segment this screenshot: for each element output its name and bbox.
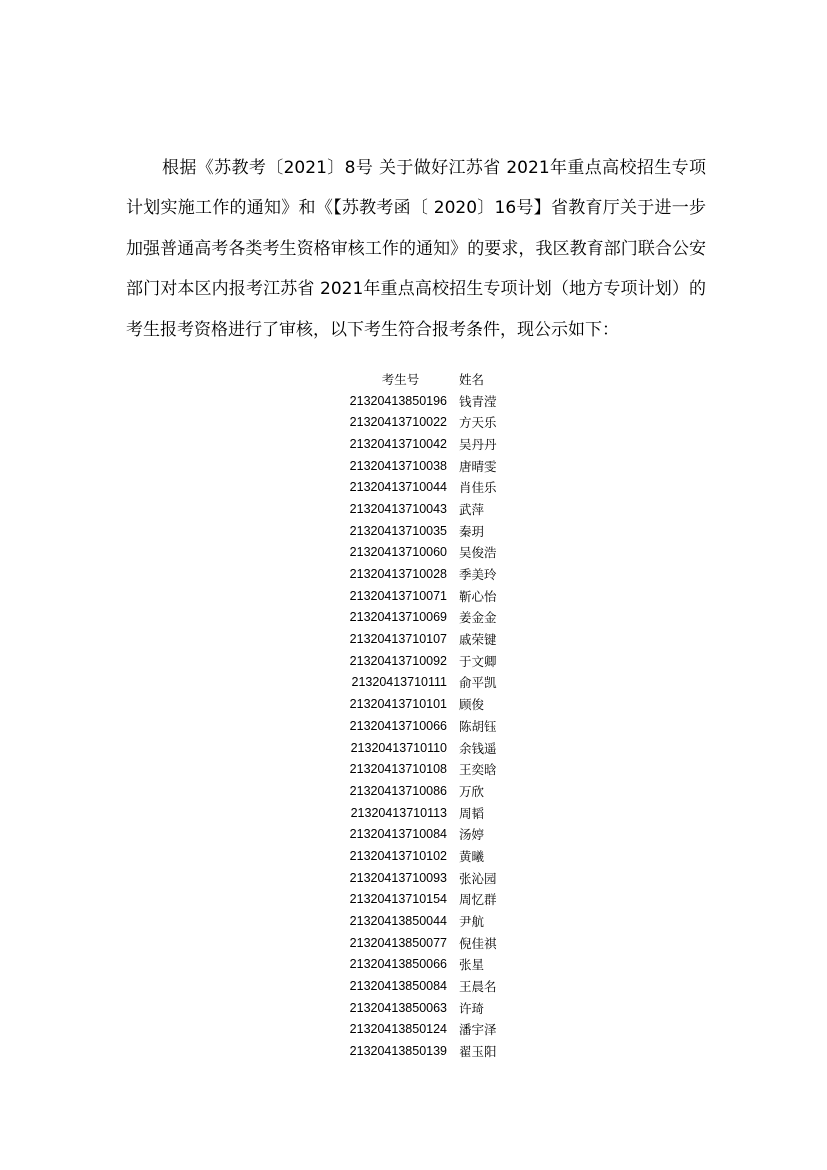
candidate-number-cell: 21320413850124: [349, 1022, 447, 1037]
candidate-name-cell: 武萍: [459, 501, 485, 517]
header-candidate-number: 考生号: [381, 371, 420, 387]
table-row: [326, 520, 549, 542]
table-row: [326, 954, 549, 976]
candidate-number-cell: 21320413710086: [349, 783, 447, 798]
candidate-name-cell: 俞平凯: [459, 675, 497, 691]
candidate-name-cell: 靳心怡: [459, 588, 497, 604]
candidate-number-cell: 21320413850066: [349, 957, 447, 972]
candidate-number-cell: 21320413710113: [350, 805, 447, 820]
candidate-name-cell: 肖佳乐: [459, 480, 497, 496]
candidate-name-cell: 万欣: [459, 783, 485, 799]
table-row: [326, 455, 549, 477]
candidate-name-cell: 潘宇泽: [459, 1022, 497, 1038]
candidate-name-cell: 王奕晗: [459, 762, 497, 778]
table-row: [326, 737, 549, 759]
candidate-number-cell: 21320413710069: [349, 610, 447, 625]
table-row: [326, 867, 549, 889]
candidate-number-cell: 21320413710110: [350, 740, 447, 755]
candidate-name-cell: 戚荣键: [459, 632, 497, 648]
table-header-row: [326, 368, 549, 390]
table-row: [326, 932, 549, 954]
candidate-name-cell: 张沁园: [459, 870, 497, 886]
table-row: [326, 433, 549, 455]
table-row: [326, 542, 549, 564]
table-row: [326, 585, 549, 607]
table-body: [326, 390, 549, 1062]
candidate-name-cell: 季美玲: [459, 567, 497, 583]
candidate-number-cell: 21320413710071: [349, 588, 447, 603]
candidate-name-cell: 黄曦: [459, 848, 485, 864]
candidate-number-cell: 21320413710028: [349, 567, 447, 582]
candidate-name-cell: 陈胡钰: [459, 718, 497, 734]
table-row: [326, 910, 549, 932]
candidate-name-cell: 顾俊: [459, 697, 485, 713]
candidate-table: [326, 368, 549, 1062]
candidate-name-cell: 姜金金: [459, 610, 497, 626]
candidate-name-cell: 周韬: [459, 805, 485, 821]
candidate-number-cell: 21320413710084: [349, 827, 447, 842]
candidate-number-cell: 21320413710035: [349, 523, 447, 538]
table-row: [326, 845, 549, 867]
table-row: [326, 650, 549, 672]
table-row: [326, 672, 549, 694]
candidate-number-cell: 21320413710044: [349, 480, 447, 495]
candidate-name-cell: 王晨名: [459, 979, 497, 995]
candidate-name-cell: 尹航: [459, 914, 485, 930]
table-row: [326, 997, 549, 1019]
candidate-number-cell: 21320413710108: [349, 762, 447, 777]
table-row: [326, 607, 549, 629]
table-row: [326, 823, 549, 845]
candidate-number-cell: 21320413850063: [349, 1000, 447, 1015]
table-row: [326, 693, 549, 715]
candidate-name-cell: 吴俊浩: [459, 545, 497, 561]
candidate-name-cell: 吴丹丹: [459, 436, 497, 452]
candidate-number-cell: 21320413710043: [349, 501, 447, 516]
candidate-number-cell: 21320413710093: [349, 870, 447, 885]
candidate-number-cell: 21320413710154: [349, 892, 447, 907]
candidate-number-cell: 21320413850196: [349, 393, 447, 408]
candidate-name-cell: 于文卿: [459, 653, 497, 669]
header-name: 姓名: [459, 371, 485, 387]
candidate-number-cell: 21320413710102: [349, 848, 447, 863]
candidate-name-cell: 张星: [459, 957, 485, 973]
candidate-number-cell: 21320413850044: [349, 914, 447, 929]
candidate-name-cell: 唐晴雯: [459, 458, 497, 474]
table-row: [326, 498, 549, 520]
candidate-number-cell: 21320413710042: [349, 436, 447, 451]
candidate-number-cell: 21320413710107: [349, 632, 447, 647]
table-row: [326, 476, 549, 498]
candidate-name-cell: 方天乐: [459, 415, 497, 431]
candidate-number-cell: 21320413710101: [349, 697, 447, 712]
candidate-name-cell: 周忆群: [459, 892, 497, 908]
candidate-number-cell: 21320413850139: [349, 1044, 447, 1059]
table-row: [326, 758, 549, 780]
candidate-name-cell: 秦玥: [459, 523, 485, 539]
candidate-number-cell: 21320413710060: [349, 545, 447, 560]
candidate-name-cell: 汤婷: [459, 827, 485, 843]
table-row: [326, 628, 549, 650]
table-row: [326, 715, 549, 737]
table-row: [326, 1040, 549, 1062]
candidate-number-cell: 21320413710022: [349, 415, 447, 430]
table-row: [326, 563, 549, 585]
candidate-number-cell: 21320413710066: [349, 718, 447, 733]
table-row: [326, 1019, 549, 1041]
candidate-name-cell: 许琦: [459, 1000, 485, 1016]
table-row: [326, 889, 549, 911]
candidate-number-cell: 21320413850084: [349, 979, 447, 994]
candidate-name-cell: 翟玉阳: [459, 1044, 497, 1060]
candidate-name-cell: 倪佳祺: [459, 935, 497, 951]
candidate-number-cell: 21320413710038: [349, 458, 447, 473]
notice-paragraph: 根据《苏教考〔2021〕8号 关于做好江苏省 2021年重点高校招生专项计划实施工作的通知》和《【苏教考函〔 2020〕16号】省教育厅关于进一步加强普通高考各类考生资格审核工作的通知》的要求，我区教育部门联合公安部门对本区内报考江苏省 2021年重点高校招生专项计划（地方专项计划）的考生报考资格进行了审核，以下考生符合报考条件，现公示如下：: [126, 158, 706, 340]
candidate-number-cell: 21320413710111: [351, 675, 447, 690]
table-row: [326, 975, 549, 997]
table-row: [326, 780, 549, 802]
candidate-number-cell: 21320413850077: [349, 935, 447, 950]
candidate-name-cell: 余钱遥: [459, 740, 497, 756]
candidate-name-cell: 钱青滢: [459, 393, 497, 409]
table-row: [326, 411, 549, 433]
candidate-number-cell: 21320413710092: [349, 653, 447, 668]
table-row: [326, 802, 549, 824]
table-row: [326, 390, 549, 412]
